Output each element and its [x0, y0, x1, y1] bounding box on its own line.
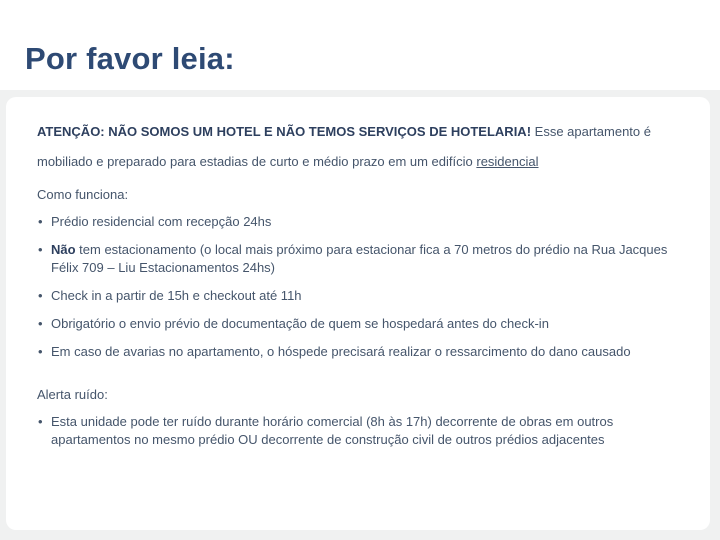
- list-item: [37, 213, 690, 231]
- notice-card: [6, 97, 710, 530]
- list-item-text: Esta unidade pode ter ruído durante horário comercial (8h às 17h) decorrente de obras em outros apartamentos no mesmo prédio OU decorrente de construção civil de outros prédios adjacentes: [51, 414, 614, 447]
- page-header: [0, 0, 720, 90]
- list-item-bold: Não: [51, 242, 76, 257]
- bullet-icon: •: [38, 214, 43, 229]
- bullet-icon: •: [38, 414, 43, 429]
- list-item-text: tem estacionamento (o local mais próximo para estacionar fica a 70 metros do prédio na Rua Jacques Félix 709 – Liu Estacionamentos 24hs): [51, 242, 668, 275]
- page-title: Por favor leia:: [25, 41, 235, 76]
- bullet-icon: •: [38, 316, 43, 331]
- section-heading: Como funciona:: [37, 187, 129, 202]
- list-item-text: Obrigatório o envio prévio de documentação de quem se hospedará antes do check-in: [51, 316, 549, 331]
- list-item: [37, 343, 690, 361]
- list-item: [37, 413, 690, 449]
- list-item-text: Check in a partir de 15h e checkout até 11h: [51, 288, 302, 303]
- intro-underlined-word: residencial: [476, 154, 539, 169]
- list-item-text: Prédio residencial com recepção 24hs: [51, 214, 272, 229]
- intro-body-text: Esse apartamento é mobiliado e preparado para estadias de curto e médio prazo em um edifício: [37, 124, 651, 169]
- bullet-icon: •: [38, 242, 43, 257]
- intro-warning-text: ATENÇÃO: NÃO SOMOS UM HOTEL E NÃO TEMOS SERVIÇOS DE HOTELARIA!: [37, 124, 532, 139]
- bullet-icon: •: [38, 288, 43, 303]
- section-alerta-ruido: [37, 385, 690, 449]
- bullet-list: [37, 413, 690, 449]
- list-item: [37, 315, 690, 333]
- list-item-text: Em caso de avarias no apartamento, o hóspede precisará realizar o ressarcimento do dano causado: [51, 344, 631, 359]
- list-item: [37, 287, 690, 305]
- section-heading: Alerta ruído:: [37, 387, 108, 402]
- intro-paragraph: [37, 117, 690, 177]
- bullet-icon: •: [38, 344, 43, 359]
- bullet-list: [37, 213, 690, 361]
- list-item: [37, 241, 690, 277]
- section-como-funciona: [37, 185, 690, 361]
